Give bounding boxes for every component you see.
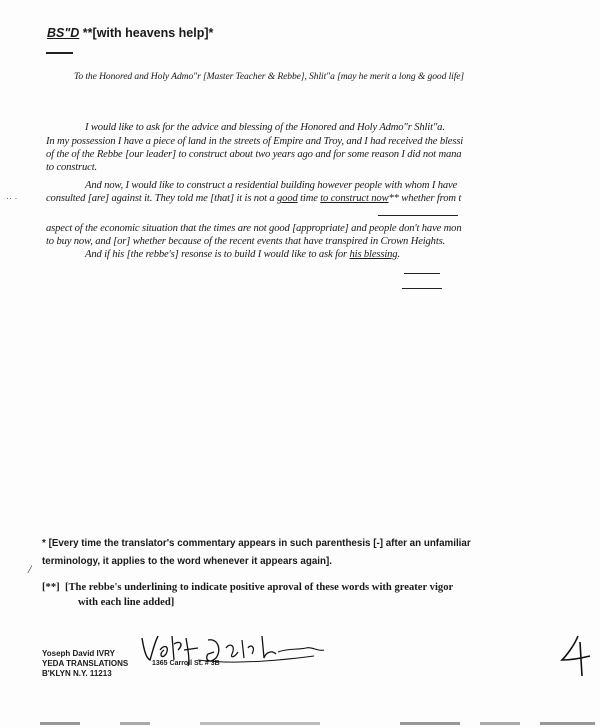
body-line-6-b: time <box>297 193 321 204</box>
footnote-1-text: [Every time the translator's commentary appears in such parenthesis [-] after an unfamiliar <box>48 538 471 549</box>
footnote-1-line-1 <box>42 538 471 549</box>
underlined-good: good <box>277 193 298 204</box>
body-line-7: aspect of the economic situation that the times are not good [appropriate] and people don't have mon <box>46 223 462 234</box>
underlined-construct-now: to construct now <box>320 193 389 204</box>
margin-mark: ·· · <box>6 193 18 203</box>
header-title: **[with heavens help]* <box>79 26 214 40</box>
footnote-2-text: [The rebbe's underlining to indicate positive aproval of these words with greater vigor <box>64 582 454 593</box>
bsd-mark: BS"D <box>47 26 80 40</box>
corner-pen-mark <box>558 632 594 680</box>
body-line-3: of the of the Rebbe [our leader] to construct about two years ago and for some reason I did not mana <box>46 149 462 160</box>
body-line-9-b: . <box>397 249 400 260</box>
stray-mark: / <box>28 562 32 576</box>
underline-stroke <box>402 288 442 289</box>
footnote-1-line-2: terminology, it applies to the word whenever it appears again]. <box>42 556 332 567</box>
footnote-2-mark: [**] <box>42 582 60 593</box>
address-line: To the Honored and Holy Admo"r [Master Teacher & Rebbe], Shlit"a [may he merit a long & good life] <box>74 71 465 82</box>
body-line-4: to construct. <box>46 162 98 173</box>
underline-stroke <box>404 273 440 274</box>
translator-company: YEDA TRANSLATIONS <box>42 659 129 668</box>
body-line-9 <box>85 249 400 260</box>
underline-stroke <box>378 215 458 216</box>
translator-block <box>42 649 128 679</box>
fax-header-strip <box>40 720 600 727</box>
body-line-6 <box>46 193 461 204</box>
translator-street: 1365 Carroll St. # 3B <box>152 660 220 667</box>
underlined-blessing: his blessing <box>349 249 398 260</box>
body-line-2: In my possession I have a piece of land in the streets of Empire and Troy, and I had received the blessi <box>46 136 464 147</box>
body-line-8: to buy now, and [or] whether because of the recent events that have transpired in Crown Heights. <box>46 236 446 247</box>
document-header <box>47 26 213 40</box>
footnote-2-line-2: with each line added] <box>78 597 175 608</box>
footnote-1-mark: * <box>42 538 46 549</box>
translator-city: B'KLYN N.Y. 11213 <box>42 669 112 678</box>
body-line-9-a: And if his [the rebbe's] resonse is to build I would like to ask for <box>85 249 350 260</box>
body-line-6-a: consulted [are] against it. They told me [that] it is not a <box>46 193 278 204</box>
footnote-2-line-1 <box>42 582 453 593</box>
translator-name: Yoseph David IVRY <box>42 649 115 658</box>
header-rule <box>46 52 73 54</box>
body-line-1: I would like to ask for the advice and blessing of the Honored and Holy Admo"r Shlit"a. <box>85 122 445 133</box>
handwritten-signature <box>138 630 328 670</box>
body-line-5: And now, I would like to construct a residential building however people with whom I have <box>85 180 458 191</box>
body-line-6-c: ** whether from t <box>388 193 462 204</box>
